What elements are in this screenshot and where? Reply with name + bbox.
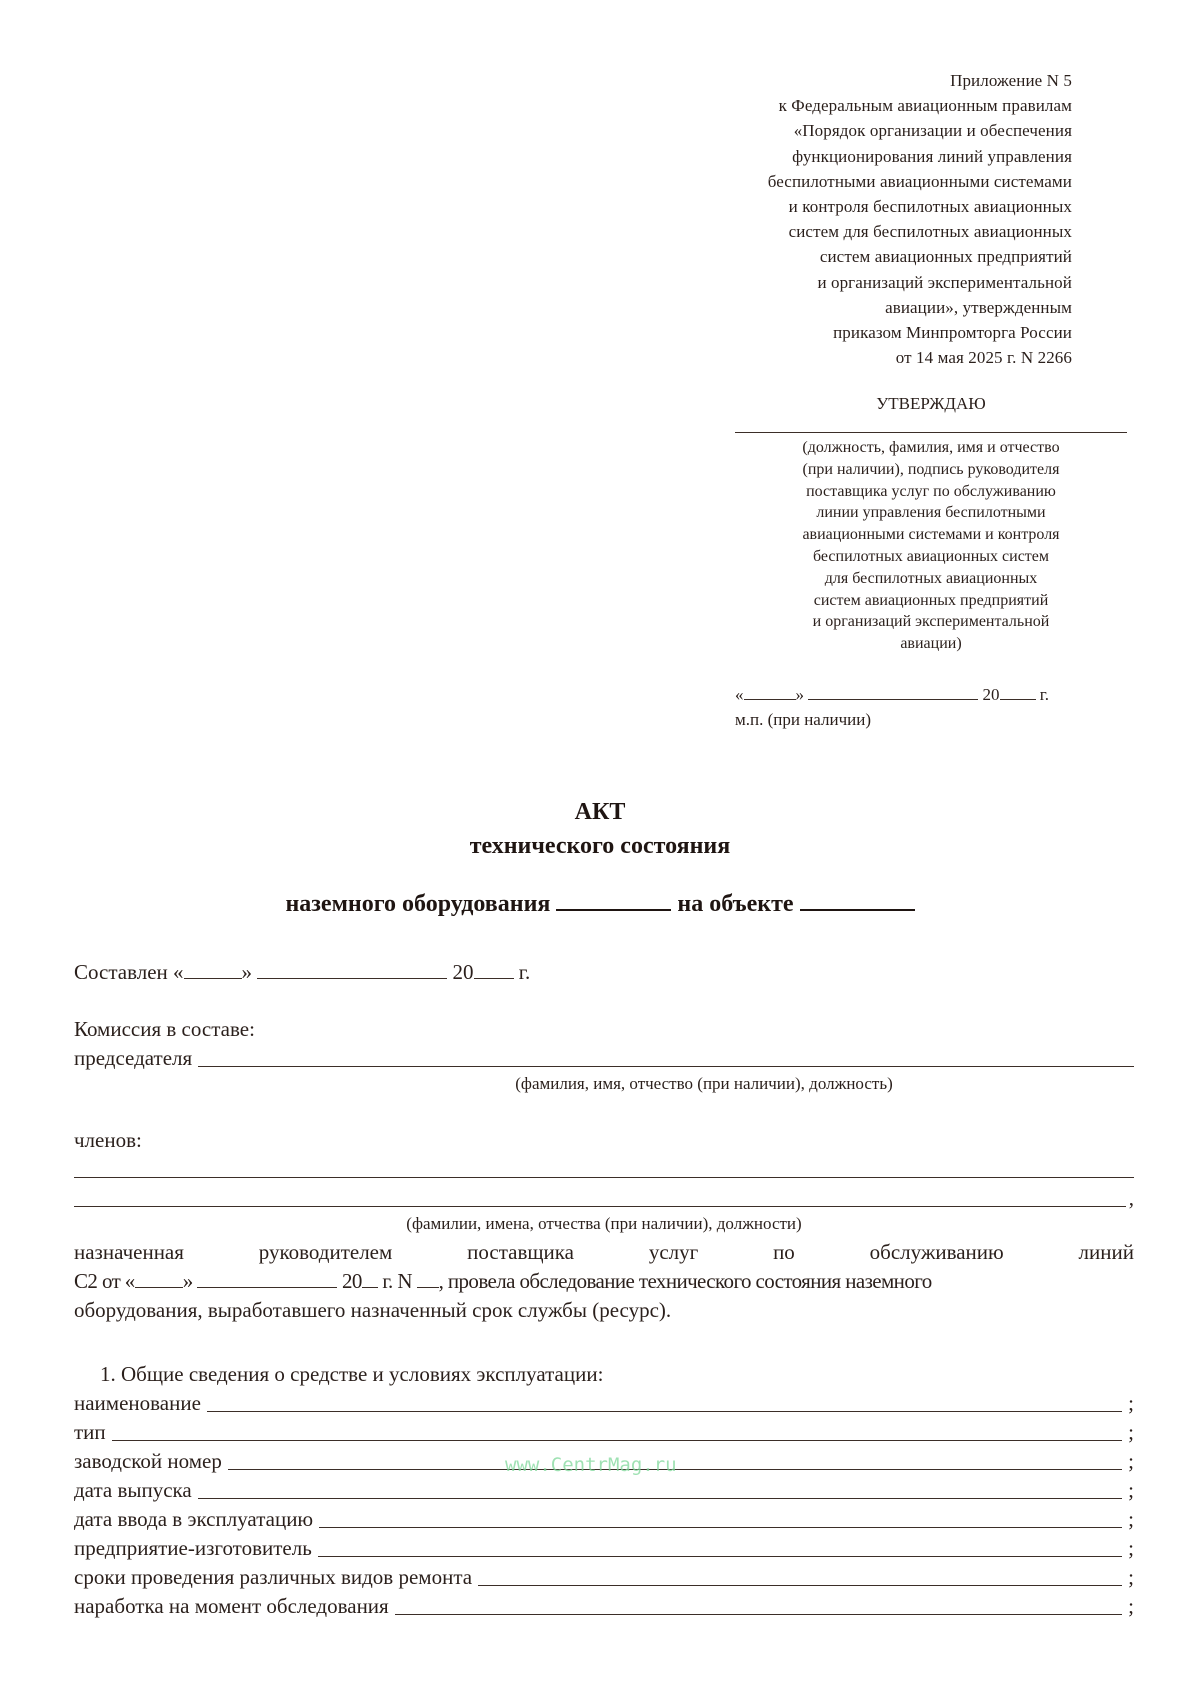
appointment-year-field[interactable] [362, 1272, 378, 1288]
appointment-day-field[interactable] [135, 1272, 183, 1288]
members-trailing-comma: , [1128, 1186, 1134, 1210]
approver-caption-line: для беспилотных авиационных [824, 569, 1038, 587]
field-type-input[interactable] [112, 1439, 1123, 1441]
members-row-1 [74, 1155, 1134, 1184]
members-caption: (фамилии, имена, отчества (при наличии), должности) [406, 1214, 802, 1233]
approver-caption-line: (при наличии), подпись руководителя [802, 460, 1060, 478]
stamp-note: м.п. (при наличии) [735, 709, 871, 729]
field-end: ; [1128, 1391, 1134, 1415]
approver-caption-line: беспилотных авиационных систем [812, 547, 1050, 565]
approver-caption-line: поставщика услуг по обслуживанию [806, 482, 1056, 500]
appointment-line-2 [74, 1267, 1134, 1296]
approver-signature-field[interactable] [735, 420, 1127, 433]
approver-caption-line: авиации) [900, 635, 962, 653]
approval-title: УТВЕРЖДАЮ [876, 394, 986, 413]
appendix-line: и контроля беспилотных авиационных [788, 197, 1072, 217]
appointment-from: С2 от « [74, 1269, 135, 1293]
compiled-label: Составлен « [74, 960, 184, 984]
appendix-line: авиации», утвержденным [885, 297, 1072, 317]
approval-block [735, 390, 1127, 732]
field-end: ; [1128, 1449, 1134, 1473]
year-prefix: 20 [341, 1269, 362, 1293]
members-row-2 [74, 1184, 1134, 1213]
object-label: на объекте [677, 891, 794, 917]
appendix-line: функционирования линий управления [792, 146, 1072, 166]
field-row [74, 1563, 1134, 1592]
act-title-sub: технического состояния [469, 833, 731, 859]
appendix-line: систем для беспилотных авиационных [788, 222, 1072, 242]
approval-date-line [735, 682, 1127, 707]
field-row [74, 1505, 1134, 1534]
members-section [74, 1126, 1134, 1235]
members-label: членов: [74, 1128, 142, 1152]
year-prefix: 20 [982, 684, 1000, 704]
field-label: тип [74, 1420, 106, 1444]
approver-caption-line: систем авиационных предприятий [813, 591, 1049, 609]
quote-close: » [795, 684, 804, 704]
appendix-line: беспилотными авиационными системами [767, 171, 1072, 191]
approver-caption-line: (должность, фамилия, имя и отчество [802, 439, 1060, 456]
appendix-line: от 14 мая 2025 г. N 2266 [895, 348, 1072, 368]
field-end: ; [1128, 1478, 1134, 1502]
act-title-main: АКТ [574, 799, 626, 825]
field-end: ; [1128, 1507, 1134, 1531]
chair-field[interactable] [198, 1065, 1134, 1067]
approval-month-field[interactable] [808, 684, 978, 700]
section-1-heading: 1. Общие сведения о средстве и условиях эксплуатации: [100, 1362, 604, 1386]
appointment-line-3: оборудования, выработавшего назначенный срок службы (ресурс). [74, 1298, 672, 1322]
compiled-date-line [74, 958, 1134, 987]
equipment-label: наземного оборудования [285, 891, 551, 917]
field-row [74, 1476, 1134, 1505]
appointment-month-field[interactable] [197, 1272, 337, 1288]
year-suffix: г. [518, 960, 531, 984]
appendix-line: и организаций экспериментальной [817, 272, 1072, 292]
approver-caption-line: авиационными системами и контроля [802, 526, 1060, 544]
field-commissioning-date-input[interactable] [319, 1526, 1122, 1528]
field-end: ; [1128, 1420, 1134, 1444]
appendix-line: систем авиационных предприятий [819, 247, 1072, 267]
act-title-line3 [0, 887, 1200, 921]
watermark: www.CentrMag.ru [505, 1454, 677, 1476]
commission-section [74, 1015, 1134, 1095]
members-field-1[interactable] [74, 1176, 1134, 1178]
appendix-header [652, 68, 1072, 370]
compiled-day-field[interactable] [184, 963, 242, 979]
act-title [0, 795, 1200, 863]
section-1 [74, 1360, 1134, 1621]
field-row [74, 1418, 1134, 1447]
field-row [74, 1389, 1134, 1418]
quote-close: » [182, 1269, 193, 1293]
members-field-2[interactable] [74, 1205, 1126, 1207]
approver-caption [735, 437, 1127, 655]
field-label: заводской номер [74, 1449, 222, 1473]
approval-year-field[interactable] [1000, 684, 1036, 700]
approver-caption-line: и организаций экспериментальной [812, 613, 1050, 631]
quote-open: « [735, 684, 744, 704]
order-number-field[interactable] [417, 1272, 439, 1288]
field-row [74, 1534, 1134, 1563]
chair-row [74, 1044, 1134, 1073]
field-operating-time-input[interactable] [395, 1613, 1122, 1615]
field-repair-dates-input[interactable] [478, 1584, 1122, 1586]
appendix-line: Приложение N 5 [950, 71, 1072, 90]
appointment-line-1: назначенная руководителем поставщика услуг по обслуживанию линий [74, 1240, 1134, 1264]
approver-caption-line: линии управления беспилотными [816, 504, 1046, 522]
year-suffix: г. [1039, 684, 1050, 704]
approval-day-field[interactable] [744, 684, 796, 700]
field-end: ; [1128, 1536, 1134, 1560]
appendix-line: приказом Минпромторга России [833, 323, 1072, 343]
chair-label: председателя [74, 1046, 193, 1070]
object-field[interactable] [800, 889, 915, 911]
field-label: наименование [74, 1391, 201, 1415]
field-end: ; [1128, 1565, 1134, 1589]
field-label: дата выпуска [74, 1478, 192, 1502]
field-label: дата ввода в эксплуатацию [74, 1507, 314, 1531]
field-label: предприятие-изготовитель [74, 1536, 312, 1560]
order-number-label: г. N [382, 1269, 412, 1293]
field-label: сроки проведения различных видов ремонта [74, 1565, 473, 1589]
appointment-rest: , провела обследование технического состояния наземного [438, 1269, 932, 1293]
field-release-date-input[interactable] [198, 1497, 1122, 1499]
appointment-paragraph [74, 1238, 1134, 1325]
commission-heading: Комиссия в составе: [74, 1017, 255, 1041]
quote-close: » [241, 960, 253, 984]
field-name-input[interactable] [207, 1410, 1122, 1412]
equipment-field[interactable] [556, 889, 671, 911]
field-end: ; [1128, 1594, 1134, 1618]
appendix-line: «Порядок организации и обеспечения [793, 121, 1072, 141]
year-prefix: 20 [452, 960, 474, 984]
chair-caption: (фамилия, имя, отчество (при наличии), должность) [515, 1074, 893, 1093]
compiled-month-field[interactable] [257, 963, 447, 979]
field-manufacturer-input[interactable] [318, 1555, 1122, 1557]
field-row [74, 1592, 1134, 1621]
compiled-year-field[interactable] [474, 963, 514, 979]
field-label: наработка на момент обследования [74, 1594, 389, 1618]
appendix-line: к Федеральным авиационным правилам [778, 96, 1072, 116]
